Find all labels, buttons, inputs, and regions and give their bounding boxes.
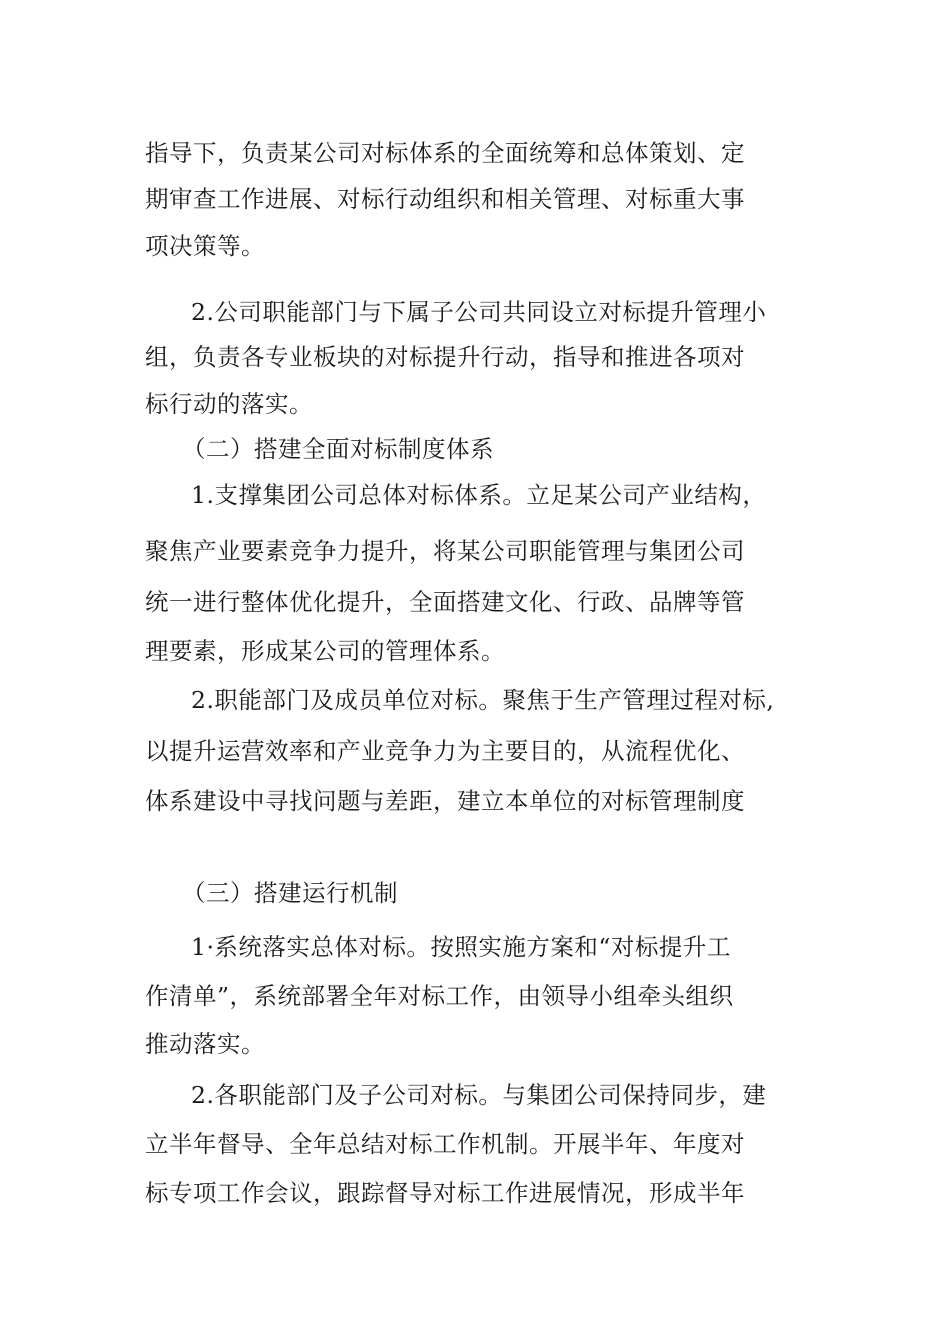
text-line-3: 项决策等。: [145, 232, 265, 260]
text-line-16: 1·系统落实总体对标。按照实施方案和“对标提升工: [191, 933, 731, 961]
text-line-11: 理要素，形成某公司的管理体系。: [145, 637, 505, 665]
text-line-10: 统一进行整体优化提升，全面搭建文化、行政、品牌等管: [145, 588, 745, 616]
section-heading-3: （三）搭建运行机制: [182, 879, 398, 907]
text-line-14: 体系建设中寻找问题与差距，建立本单位的对标管理制度: [145, 787, 745, 815]
text-line-1: 指导下，负责某公司对标体系的全面统筹和总体策划、定: [145, 139, 745, 167]
text-line-6: 标行动的落实。: [145, 390, 313, 418]
text-line-18: 推动落实。: [145, 1030, 265, 1058]
text-line-5: 组，负责各专业板块的对标提升行动，指导和推进各项对: [145, 343, 745, 371]
text-line-19: 2.各职能部门及子公司对标。与集团公司保持同步，建: [191, 1081, 767, 1109]
section-heading-2: （二）搭建全面对标制度体系: [182, 435, 494, 463]
text-line-20: 立半年督导、全年总结对标工作机制。开展半年、年度对: [145, 1130, 745, 1158]
text-line-17: 作清单”，系统部署全年对标工作，由领导小组牵头组织: [145, 982, 734, 1010]
text-line-8: 1.支撑集团公司总体对标体系。立足某公司产业结构，: [191, 481, 767, 509]
text-line-12: 2.职能部门及成员单位对标。聚焦于生产管理过程对标,: [191, 686, 775, 714]
text-line-4: 2.公司职能部门与下属子公司共同设立对标提升管理小: [191, 298, 767, 326]
text-line-21: 标专项工作会议，跟踪督导对标工作进展情况，形成半年: [145, 1179, 745, 1207]
text-line-9: 聚焦产业要素竞争力提升，将某公司职能管理与集团公司: [145, 537, 745, 565]
text-line-2: 期审查工作进展、对标行动组织和相关管理、对标重大事: [145, 185, 745, 213]
text-line-13: 以提升运营效率和产业竞争力为主要目的，从流程优化、: [145, 737, 745, 765]
